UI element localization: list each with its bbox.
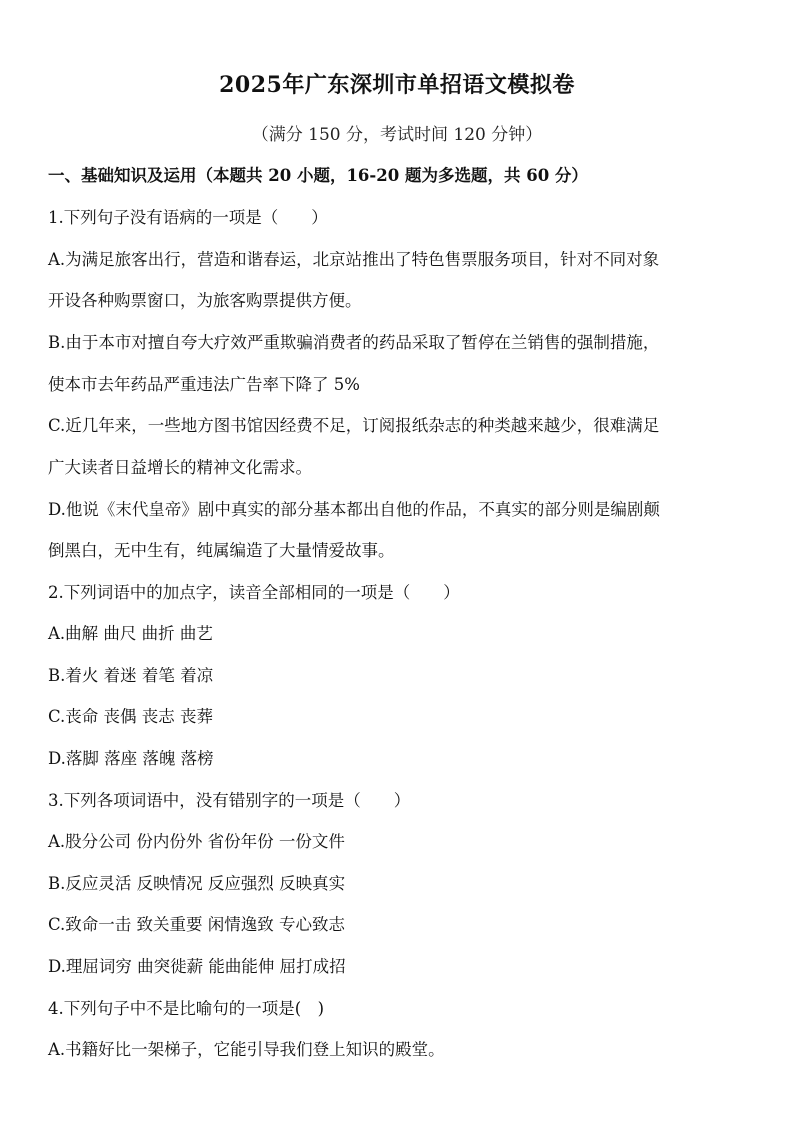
- question-1-option-a: A.为满足旅客出行，营造和谐春运，北京站推出了特色售票服务项目，针对不同对象: [48, 250, 660, 269]
- question-2-option-d: D.落脚 落座 落魄 落榜: [48, 749, 214, 768]
- question-3-option-d: D.理屈词穷 曲突徙薪 能曲能伸 屈打成招: [48, 957, 346, 976]
- question-3-option-c: C.致命一击 致关重要 闲情逸致 专心致志: [48, 915, 346, 934]
- question-1-option-d-cont: 倒黑白，无中生有，纯属编造了大量情爱故事。: [48, 541, 395, 560]
- question-1-option-b: B.由于本市对擅自夸大疗效严重欺骗消费者的药品采取了暂停在兰销售的强制措施，: [48, 333, 660, 352]
- question-1-stem: 1.下列句子没有语病的一项是（ ）: [48, 208, 328, 227]
- question-3-stem: 3.下列各项词语中，没有错别字的一项是（ ）: [48, 791, 411, 810]
- question-2-stem: 2.下列词语中的加点字，读音全部相同的一项是（ ）: [48, 583, 460, 602]
- question-1-option-d: D.他说《末代皇帝》剧中真实的部分基本都出自他的作品，不真实的部分则是编剧颠: [48, 500, 660, 519]
- question-3-option-b: B.反应灵活 反映情况 反应强烈 反映真实: [48, 874, 346, 893]
- question-1-option-c: C.近几年来，一些地方图书馆因经费不足，订阅报纸杂志的种类越来越少，很难满足: [48, 416, 660, 435]
- section-heading: 一、基础知识及运用（本题共 20 小题，16-20 题为多选题，共 60 分）: [48, 166, 588, 185]
- document-title: 2025年广东深圳市单招语文模拟卷: [219, 72, 575, 98]
- document-subtitle: （满分 150 分，考试时间 120 分钟）: [251, 125, 543, 145]
- question-4-option-a: A.书籍好比一架梯子，它能引导我们登上知识的殿堂。: [48, 1040, 445, 1059]
- question-2-option-c: C.丧命 丧偶 丧志 丧葬: [48, 707, 214, 726]
- question-2-option-a: A.曲解 曲尺 曲折 曲艺: [48, 624, 213, 643]
- question-1-option-b-cont: 使本市去年药品严重违法广告率下降了 5%: [48, 375, 360, 394]
- question-2-option-b: B.着火 着迷 着笔 着凉: [48, 666, 214, 685]
- question-1-option-a-cont: 开设各种购票窗口，为旅客购票提供方便。: [48, 291, 362, 310]
- question-4-stem: 4.下列句子中不是比喻句的一项是( ): [48, 999, 325, 1018]
- question-3-option-a: A.股分公司 份内份外 省份年份 一份文件: [48, 832, 345, 851]
- question-1-option-c-cont: 广大读者日益增长的精神文化需求。: [48, 458, 312, 477]
